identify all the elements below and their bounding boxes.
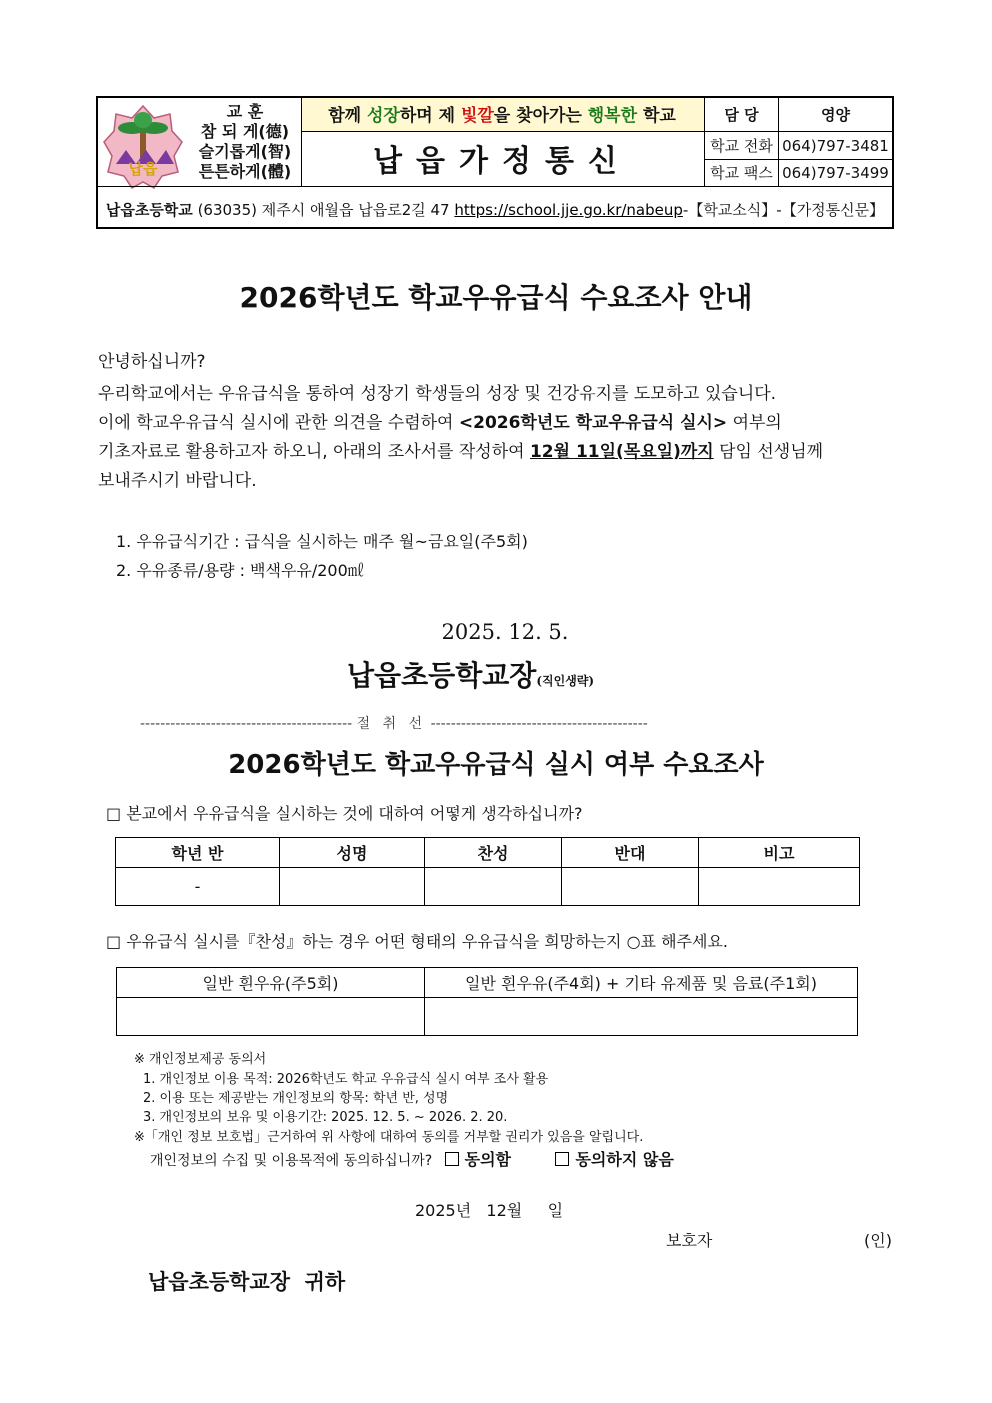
question-1: □ 본교에서 우유급식을 실시하는 것에 대하여 어떻게 생각하십니까?: [106, 804, 583, 823]
disagree-checkbox[interactable]: 동의하지 않음: [555, 1150, 673, 1169]
addressee: 납읍초등학교장 귀하: [148, 1270, 346, 1294]
svg-text:납읍: 납읍: [128, 160, 158, 178]
consent-notice: ※「개인 정보 보호법」근거하여 위 사항에 대하여 동의를 거부할 권리가 있음을 알립니다.: [134, 1130, 644, 1145]
guardian-seal: (인): [864, 1231, 892, 1250]
motto-line: 참 되 게(德): [200, 122, 290, 141]
newsletter-title: 납읍가정통신: [373, 144, 631, 179]
newsletter-header: [96, 96, 894, 229]
phone-value: 064)797-3481: [782, 137, 889, 155]
guardian-label: 보호자: [666, 1231, 713, 1250]
phone-label: 학교 전화: [710, 137, 773, 155]
cut-line: ------------------------------------------ 절 취 선 -------------------------------------------: [140, 716, 648, 732]
charge-label: 담 당: [724, 106, 759, 124]
consent-item: 3. 개인정보의 보유 및 이용기간: 2025. 12. 5. ~ 2026. 2. 20.: [143, 1110, 508, 1125]
school-slogan: 함께 성장하며 제 빛깔을 찾아가는 행복한 학교: [328, 106, 676, 126]
consent-item: 2. 이용 또는 제공받는 개인정보의 항목: 학년 반, 성명: [143, 1091, 449, 1106]
question-2: □ 우유급식 실시를『찬성』하는 경우 어떤 형태의 우유급식을 희망하는지 ○표 해주세요.: [106, 932, 728, 951]
consent-question-row: [150, 1148, 674, 1173]
fax-label: 학교 팩스: [710, 164, 773, 182]
name-input[interactable]: [280, 868, 425, 906]
greeting: 안녕하십니까?: [98, 352, 206, 372]
school-info-footer: [98, 194, 892, 226]
footer-tail: -【학교소식】-【가정통신문】: [682, 201, 885, 219]
option-4days-mark[interactable]: [425, 998, 858, 1036]
body-line: 보내주시기 바랍니다.: [98, 471, 257, 491]
col-name: 성명: [280, 838, 425, 868]
option-4days-plus: 일반 흰우유(주4회) + 기타 유제품 및 음료(주1회): [425, 968, 858, 998]
opinion-table: [115, 837, 860, 906]
col-agree: 찬성: [425, 838, 562, 868]
consent-title: ※ 개인정보제공 동의서: [134, 1052, 267, 1067]
motto-line: 튼튼하게(體): [198, 162, 292, 181]
body-line: 우리학교에서는 우유급식을 통하여 성장기 학생들의 성장 및 건강유지를 도모하고 있습니다.: [98, 384, 777, 404]
seal-note: (직인생략): [536, 674, 595, 688]
fax-value: 064)797-3499: [782, 164, 889, 182]
consent-item: 1. 개인정보 이용 목적: 2026학년도 학교 우유급식 실시 여부 조사 활용: [143, 1072, 549, 1087]
charge-value: 영양: [821, 106, 850, 124]
sign-date: 2025년 12월 일: [415, 1201, 564, 1220]
motto-line: 슬기롭게(智): [198, 142, 292, 161]
consent-question: 개인정보의 수집 및 이용목적에 동의하십니까?: [150, 1153, 433, 1169]
school-name: 납읍초등학교: [105, 201, 193, 219]
body-line: 이에 학교우유급식 실시에 관한 의견을 수렴하여 <2026학년도 학교우유급식 실시> 여부의: [98, 413, 782, 433]
body-line: 기초자료로 활용하고자 하오니, 아래의 조사서를 작성하여 12월 11일(목요일)까지 담임 선생님께: [98, 442, 824, 462]
option-5days-mark[interactable]: [117, 998, 425, 1036]
agree-checkbox[interactable]: 동의함: [445, 1150, 511, 1169]
col-class: 학년 반: [116, 838, 280, 868]
school-motto: [190, 102, 300, 182]
school-address: (63035) 제주시 애월읍 납읍로2길 47: [192, 201, 455, 219]
survey-title: 2026학년도 학교우유급식 실시 여부 수요조사: [228, 750, 764, 780]
option-5days: 일반 흰우유(주5회): [117, 968, 425, 998]
info-item: 2. 우유종류/용량 : 백색우유/200㎖: [116, 561, 364, 580]
agree-input[interactable]: [425, 868, 562, 906]
disagree-input[interactable]: [562, 868, 699, 906]
issue-date: 2025. 12. 5.: [441, 620, 569, 644]
document-title: 2026학년도 학교우유급식 수요조사 안내: [239, 281, 753, 314]
class-input[interactable]: -: [116, 868, 280, 906]
motto-title: 교 훈: [226, 102, 264, 121]
preference-table: [116, 967, 858, 1036]
school-logo: [102, 104, 184, 190]
col-disagree: 반대: [562, 838, 699, 868]
info-item: 1. 우유급식기간 : 급식을 실시하는 매주 월~금요일(주5회): [116, 532, 528, 551]
school-website-link[interactable]: https://school.jje.go.kr/nabeup: [454, 201, 683, 219]
remarks-input[interactable]: [699, 868, 860, 906]
col-remarks: 비고: [699, 838, 860, 868]
principal-name: 납읍초등학교장(직인생략): [347, 659, 595, 692]
